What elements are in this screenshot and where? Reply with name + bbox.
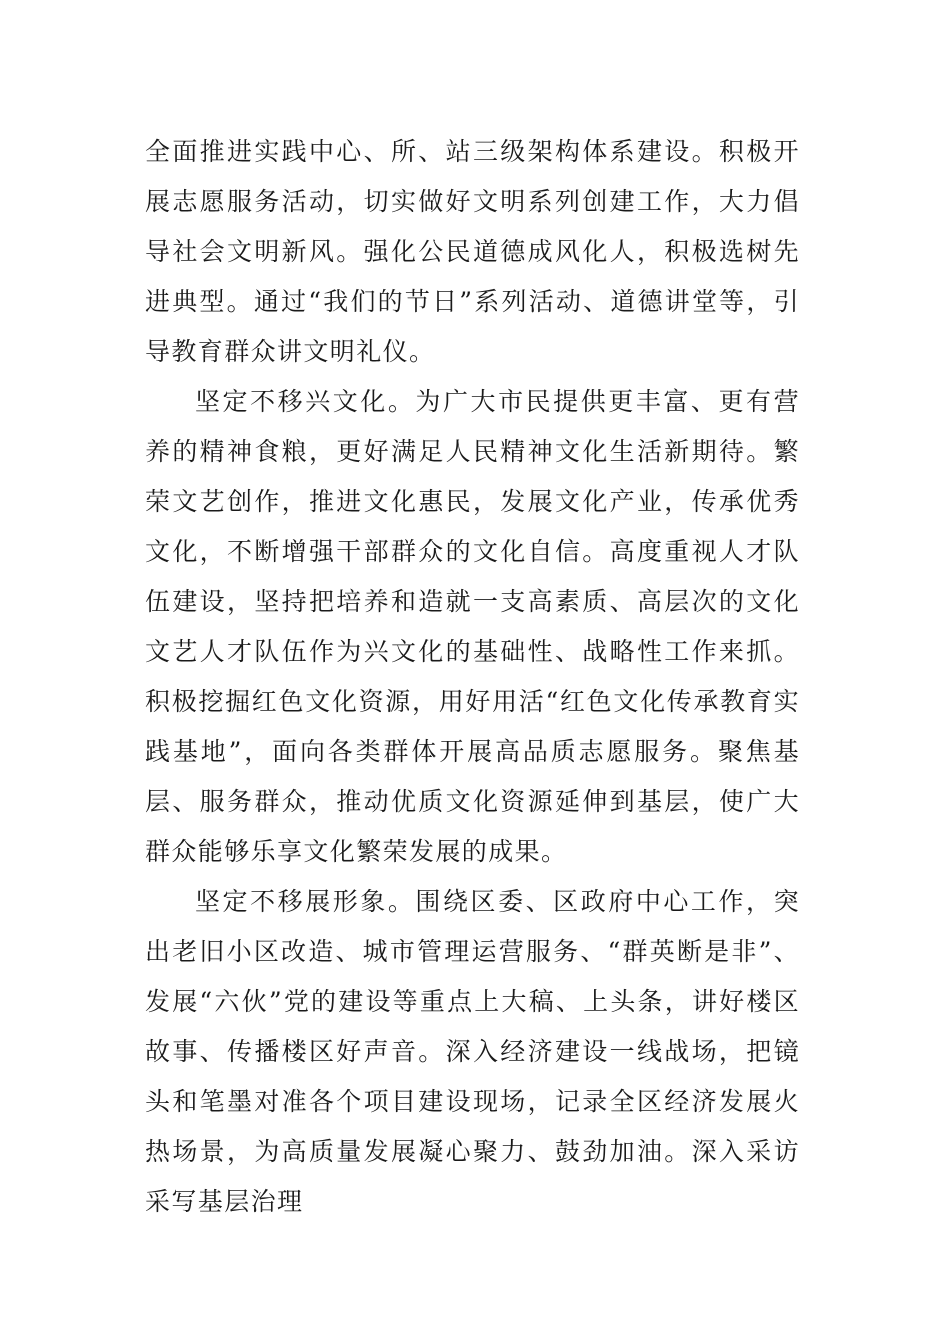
document-body: [145, 127, 800, 1227]
paragraph-3: 坚定不移展形象。围绕区委、区政府中心工作，突出老旧小区改造、城市管理运营服务、“群英断是非”、发展“六伙”党的建设等重点上大稿、上头条，讲好楼区故事、传播楼区好声音。深入经济建设一线战场，把镜头和笔墨对准各个项目建设现场，记录全区经济发展火热场景，为高质量发展凝心聚力、鼓劲加油。深入采访采写基层治理: [145, 887, 800, 1216]
paragraph-2: 坚定不移兴文化。为广大市民提供更丰富、更有营养的精神食粮，更好满足人民精神文化生活新期待。繁荣文艺创作，推进文化惠民，发展文化产业，传承优秀文化，不断增强干部群众的文化自信。高度重视人才队伍建设，坚持把培养和造就一支高素质、高层次的文化文艺人才队伍作为兴文化的基础性、战略性工作来抓。积极挖掘红色文化资源，用好用活“红色文化传承教育实践基地”，面向各类群体开展高品质志愿服务。聚焦基层、服务群众，推动优质文化资源延伸到基层，使广大群众能够乐享文化繁荣发展的成果。: [145, 387, 800, 866]
paragraph-1: 全面推进实践中心、所、站三级架构体系建设。积极开展志愿服务活动，切实做好文明系列创建工作，大力倡导社会文明新风。强化公民道德成风化人，积极选树先进典型。通过“我们的节日”系列活动、道德讲堂等，引导教育群众讲文明礼仪。: [145, 137, 800, 366]
